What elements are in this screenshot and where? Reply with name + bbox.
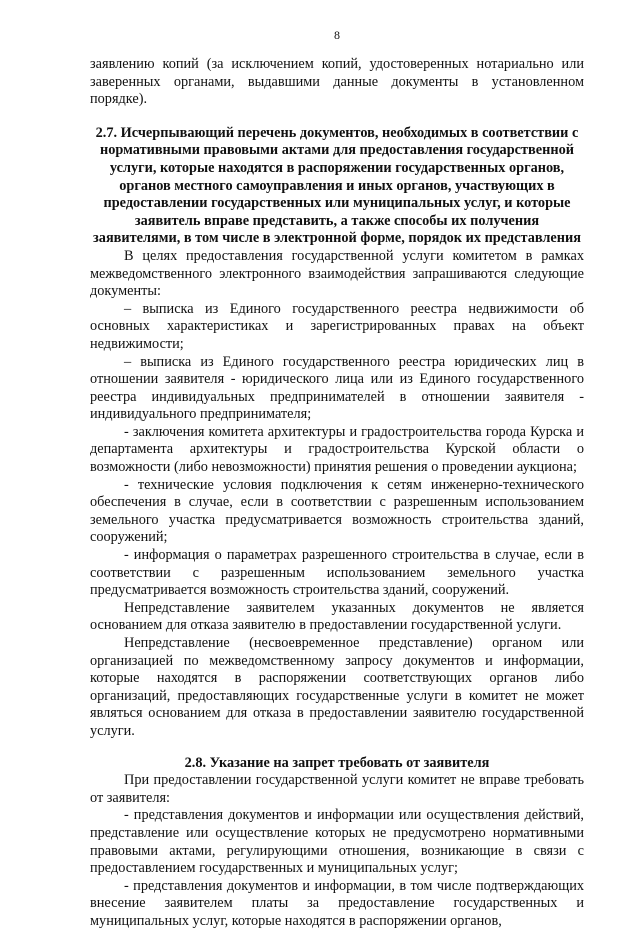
section-2-8-title: 2.8. Указание на запрет требовать от заявителя [184, 754, 490, 771]
section-2-7-intro: В целях предоставления государственной услуги комитетом в рамках межведомственного электронного взаимодействия запрашиваются следующие документы: [90, 247, 584, 300]
list-item: - информация о параметрах разрешенного строительства в случае, если в соответствии с разрешенным использованием земельного участка предусматривается возможность строительства зданий, сооружений. [90, 547, 584, 599]
page-number: 8 [334, 28, 340, 42]
list-item: – выписка из Единого государственного реестра недвижимости об основных характеристиках и зарегистрированных правах на объект недвижимости; [90, 300, 584, 352]
list-item: – выписка из Единого государственного реестра юридических лиц в отношении заявителя - юридического лица или из Единого государственного реестра индивидуальных предпринимателей в отношении заявителя - индивидуального предпринимателя; [90, 353, 584, 423]
list-item: - представления документов и информации, в том числе подтверждающих внесение заявителем платы за предоставление государственных и муниципальных услуг, которые находятся в распоряжении органов, [90, 877, 584, 929]
list-item: - заключения комитета архитектуры и градостроительства города Курска и департамента архитектуры и градостроительства Курской области о возможности (либо невозможности) принятия решения о проведении аукциона; [90, 423, 584, 476]
section-2-7-title: 2.7. Исчерпывающий перечень документов, необходимых в соответствии с нормативными правовыми актами для предоставления государственной услуги, которые находятся в распоряжении государственных органов, органов местного самоуправления и иных органов, участвующих в предоставлении государственных или муниципальных услуг, и которые заявитель вправе представить, а также способы их получения заявителями, в том числе в электронной форме, порядок их представления [93, 124, 581, 247]
section-2-7-closing: Непредставление заявителем указанных документов не является основанием для отказа заявителю в предоставлении государственной услуги. [90, 599, 584, 634]
list-item: - технические условия подключения к сетям инженерно-технического обеспечения в случае, если в соответствии с разрешенным использованием земельного участка предусматривается возможность строительства зданий, сооружений; [90, 476, 584, 546]
list-item: - представления документов и информации или осуществления действий, представление или осуществление которых не предусмотрено нормативными правовыми актами, регулирующими отношения, возникающие в связи с предоставлением государственных и муниципальных услуг; [90, 807, 584, 877]
section-2-7-closing: Непредставление (несвоевременное представление) органом или организацией по межведомственному запросу документов и информации, которые находятся в распоряжении соответствующих органов либо организаций, предоставляющих государственные услуги в комитет не может являться основанием для отказа в предоставлении заявителю государственной услуги. [90, 635, 584, 739]
section-2-8-intro: При предоставлении государственной услуги комитет не вправе требовать от заявителя: [90, 772, 584, 806]
paragraph-top: заявлению копий (за исключением копий, удостоверенных нотариально или заверенных органами, выдавшими данные документы в установленном порядке). [90, 56, 584, 108]
